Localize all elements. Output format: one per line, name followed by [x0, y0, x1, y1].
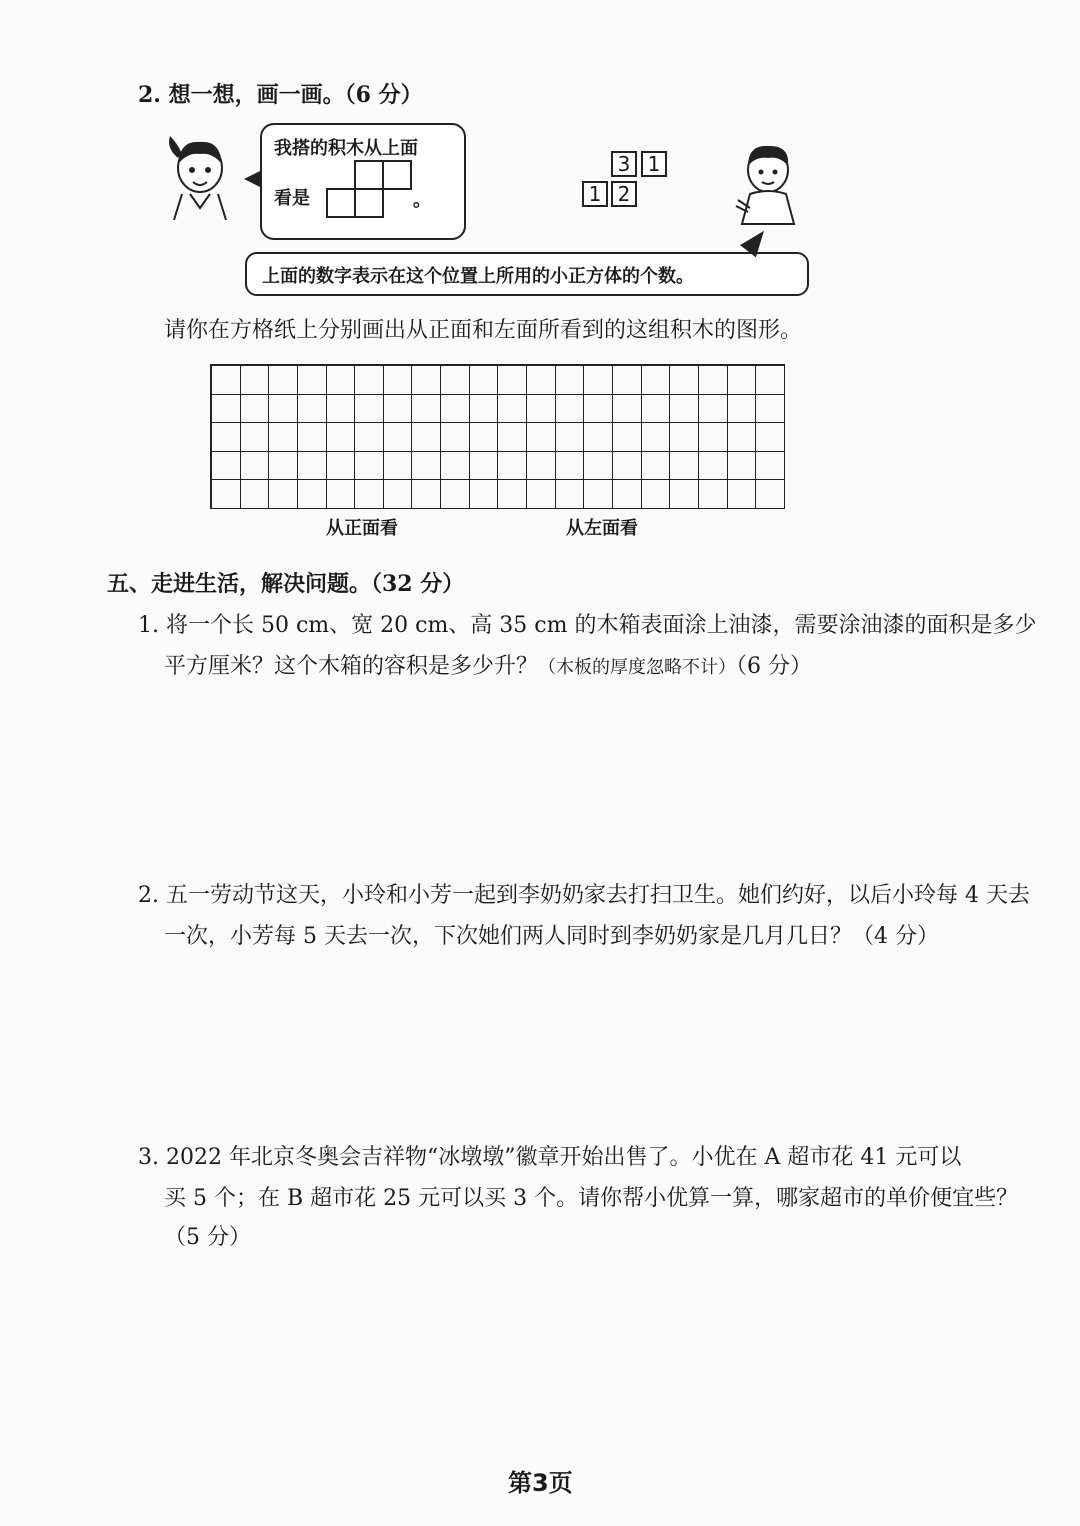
girl-illustration — [160, 128, 240, 220]
problem-3-line-2: 买 5 个；在 B 超市花 25 元可以买 3 个。请你帮小优算一算，哪家超市的单价便宜些？ — [164, 1186, 1019, 1211]
problem-1-score: （6 分） — [736, 654, 813, 679]
section-5-heading: 五、走进生活，解决问题。（32 分） — [107, 571, 465, 597]
grid-label-front-view: 从正面看 — [326, 518, 398, 539]
graph-paper-grid[interactable] — [210, 364, 785, 509]
problem-1-question: 平方厘米？这个木箱的容积是多少升？ — [164, 654, 539, 679]
problem-1-line-1: 1. 将一个长 50 cm、宽 20 cm、高 35 cm 的木箱表面涂上油漆，需要涂油漆的面积是多少 — [138, 613, 1037, 638]
page-number: 第3页 — [508, 1469, 573, 1497]
girl-bubble-text-suffix: 。 — [413, 190, 431, 211]
problem-3-line-1: 3. 2022 年北京冬奥会吉祥物“冰墩墩”徽章开始出售了。小优在 A 超市花 41 元可以 — [138, 1145, 962, 1170]
question-2-heading: 2. 想一想，画一画。（6 分） — [138, 82, 423, 108]
girl-bubble-text-prefix: 看是 — [274, 188, 310, 209]
block-count-cell: 1 — [641, 151, 667, 177]
block-count-cell: 3 — [611, 151, 637, 177]
grid-label-left-view: 从左面看 — [566, 518, 638, 539]
block-count-cell: 2 — [611, 181, 637, 207]
problem-1-note: （木板的厚度忽略不计） — [538, 657, 737, 678]
problem-1-line-2 — [164, 652, 812, 683]
problem-2-line-1: 2. 五一劳动节这天，小玲和小芳一起到李奶奶家去打扫卫生。她们约好，以后小玲每 4 天去 — [138, 883, 1030, 908]
problem-3-line-3: （5 分） — [164, 1225, 251, 1250]
boy-bubble-text: 上面的数字表示在这个位置上所用的小正方体的个数。 — [262, 266, 694, 287]
block-count-cell: 1 — [582, 181, 608, 207]
drawing-instruction: 请你在方格纸上分别画出从正面和左面所看到的这组积木的图形。 — [164, 318, 803, 343]
girl-bubble-tail — [244, 170, 262, 188]
problem-2-line-2: 一次，小芳每 5 天去一次，下次她们两人同时到李奶奶家是几月几日？（4 分） — [164, 924, 939, 949]
girl-bubble-text-line1: 我搭的积木从上面 — [274, 138, 418, 159]
boy-illustration — [728, 136, 804, 226]
